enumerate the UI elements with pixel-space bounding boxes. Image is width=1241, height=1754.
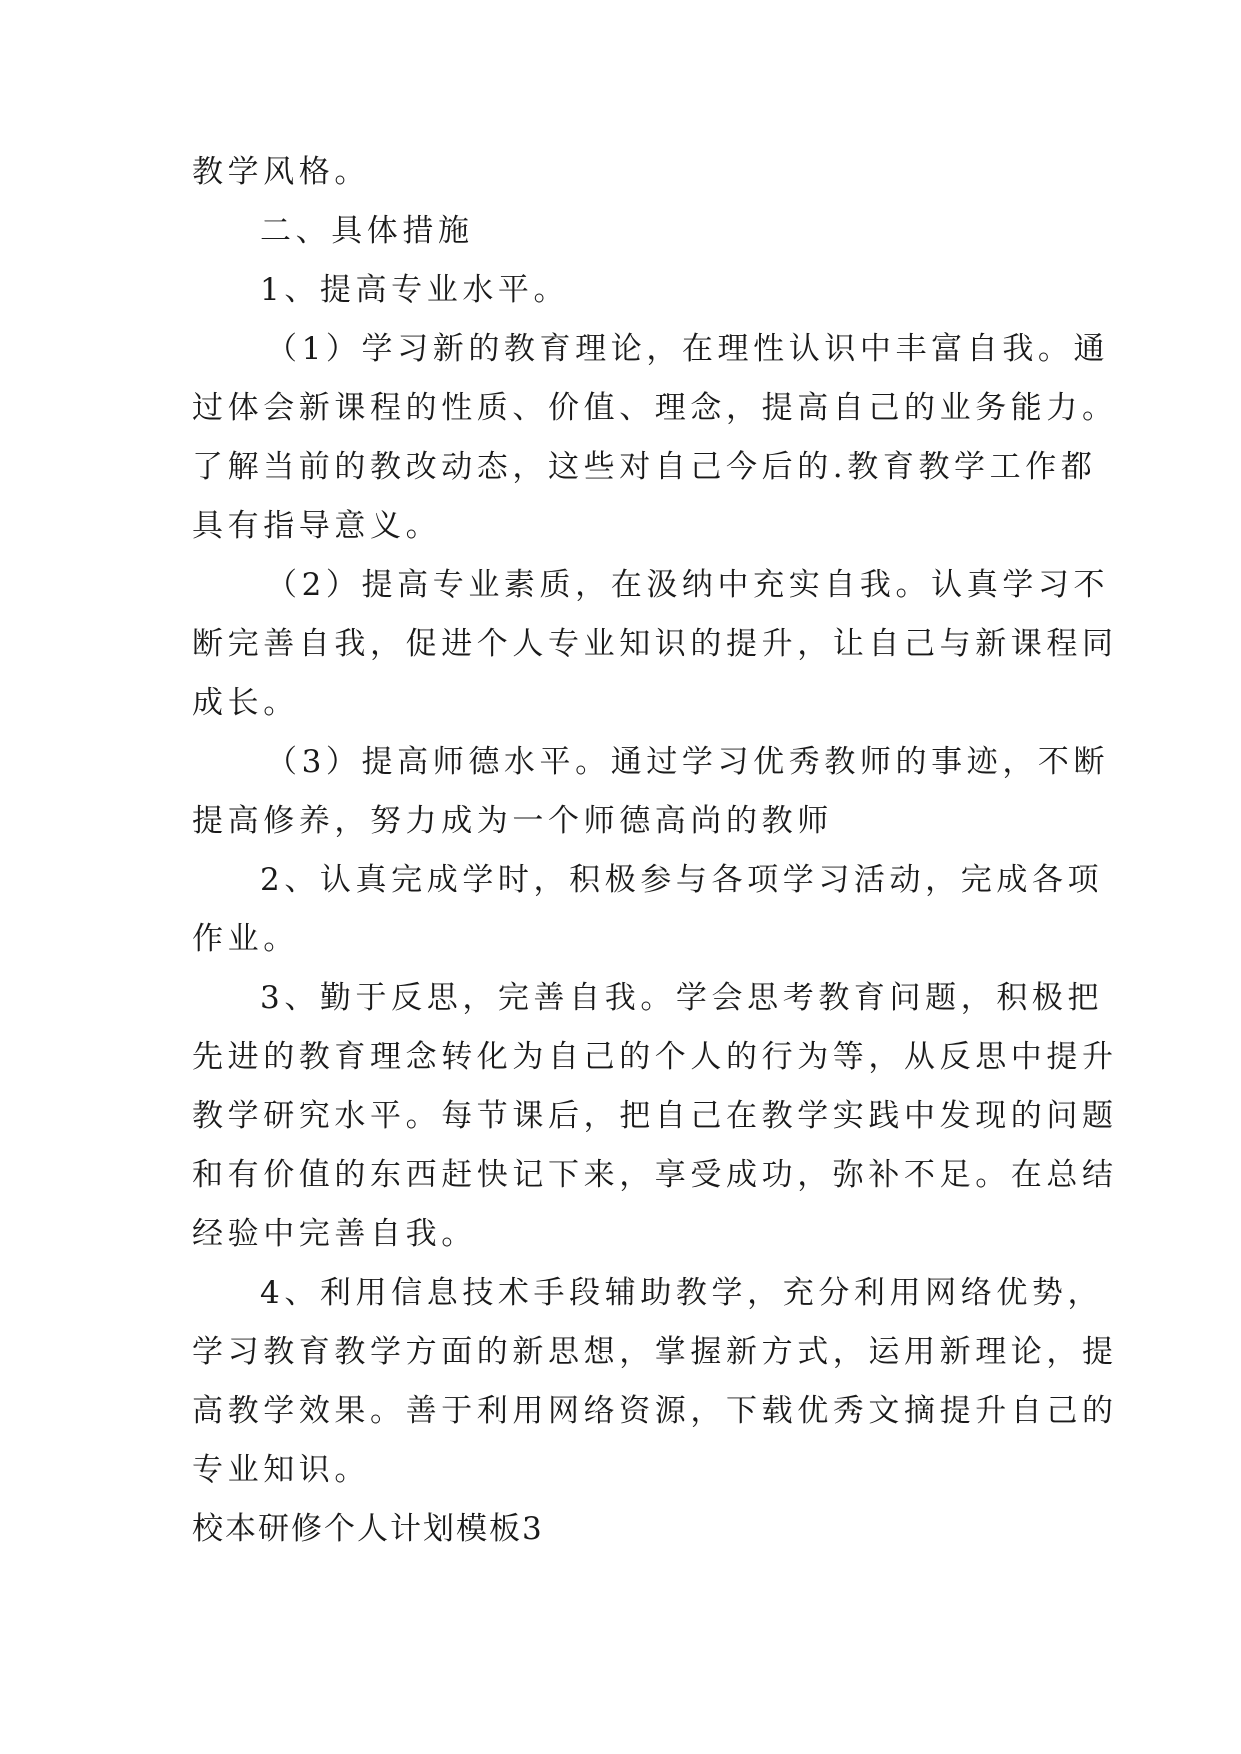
text-line: 提高修养，努力成为一个师德高尚的教师 bbox=[192, 803, 833, 839]
document-title: 校本研修个人计划模板3 bbox=[192, 1511, 544, 1547]
text-line: 经验中完善自我。 bbox=[192, 1216, 477, 1252]
text-line: 断完善自我，促进个人专业知识的提升，让自己与新课程同 bbox=[192, 626, 1118, 662]
text-line: 具有指导意义。 bbox=[192, 508, 442, 544]
text-line: 3、勤于反思，完善自我。学会思考教育问题，积极把 bbox=[260, 980, 1104, 1016]
text-line: 2、认真完成学时，积极参与各项学习活动，完成各项 bbox=[260, 862, 1104, 898]
text-line: 过体会新课程的性质、价值、理念，提高自己的业务能力。 bbox=[192, 390, 1118, 426]
subheading: 1、提高专业水平。 bbox=[260, 272, 570, 308]
text-line: 和有价值的东西赶快记下来，享受成功，弥补不足。在总结 bbox=[192, 1157, 1118, 1193]
text-line: 了解当前的教改动态，这些对自己今后的.教育教学工作都 bbox=[192, 449, 1097, 485]
section-heading: 二、具体措施 bbox=[260, 213, 474, 249]
text-line: （2）提高专业素质，在汲纳中充实自我。认真学习不 bbox=[266, 567, 1110, 603]
text-line: 高教学效果。善于利用网络资源，下载优秀文摘提升自己的 bbox=[192, 1393, 1118, 1429]
text-line: 专业知识。 bbox=[192, 1452, 370, 1488]
text-line: 4、利用信息技术手段辅助教学，充分利用网络优势， bbox=[260, 1275, 1104, 1311]
text-line: （3）提高师德水平。通过学习优秀教师的事迹，不断 bbox=[266, 744, 1110, 780]
text-line: 教学风格。 bbox=[192, 154, 370, 190]
text-line: 学习教育教学方面的新思想，掌握新方式，运用新理论，提 bbox=[192, 1334, 1118, 1370]
text-line: 作业。 bbox=[192, 921, 299, 957]
text-line: 成长。 bbox=[192, 685, 299, 721]
text-line: 先进的教育理念转化为自己的个人的行为等，从反思中提升 bbox=[192, 1039, 1118, 1075]
text-line: （1）学习新的教育理论，在理性认识中丰富自我。通 bbox=[266, 331, 1110, 367]
text-line: 教学研究水平。每节课后，把自己在教学实践中发现的问题 bbox=[192, 1098, 1118, 1134]
